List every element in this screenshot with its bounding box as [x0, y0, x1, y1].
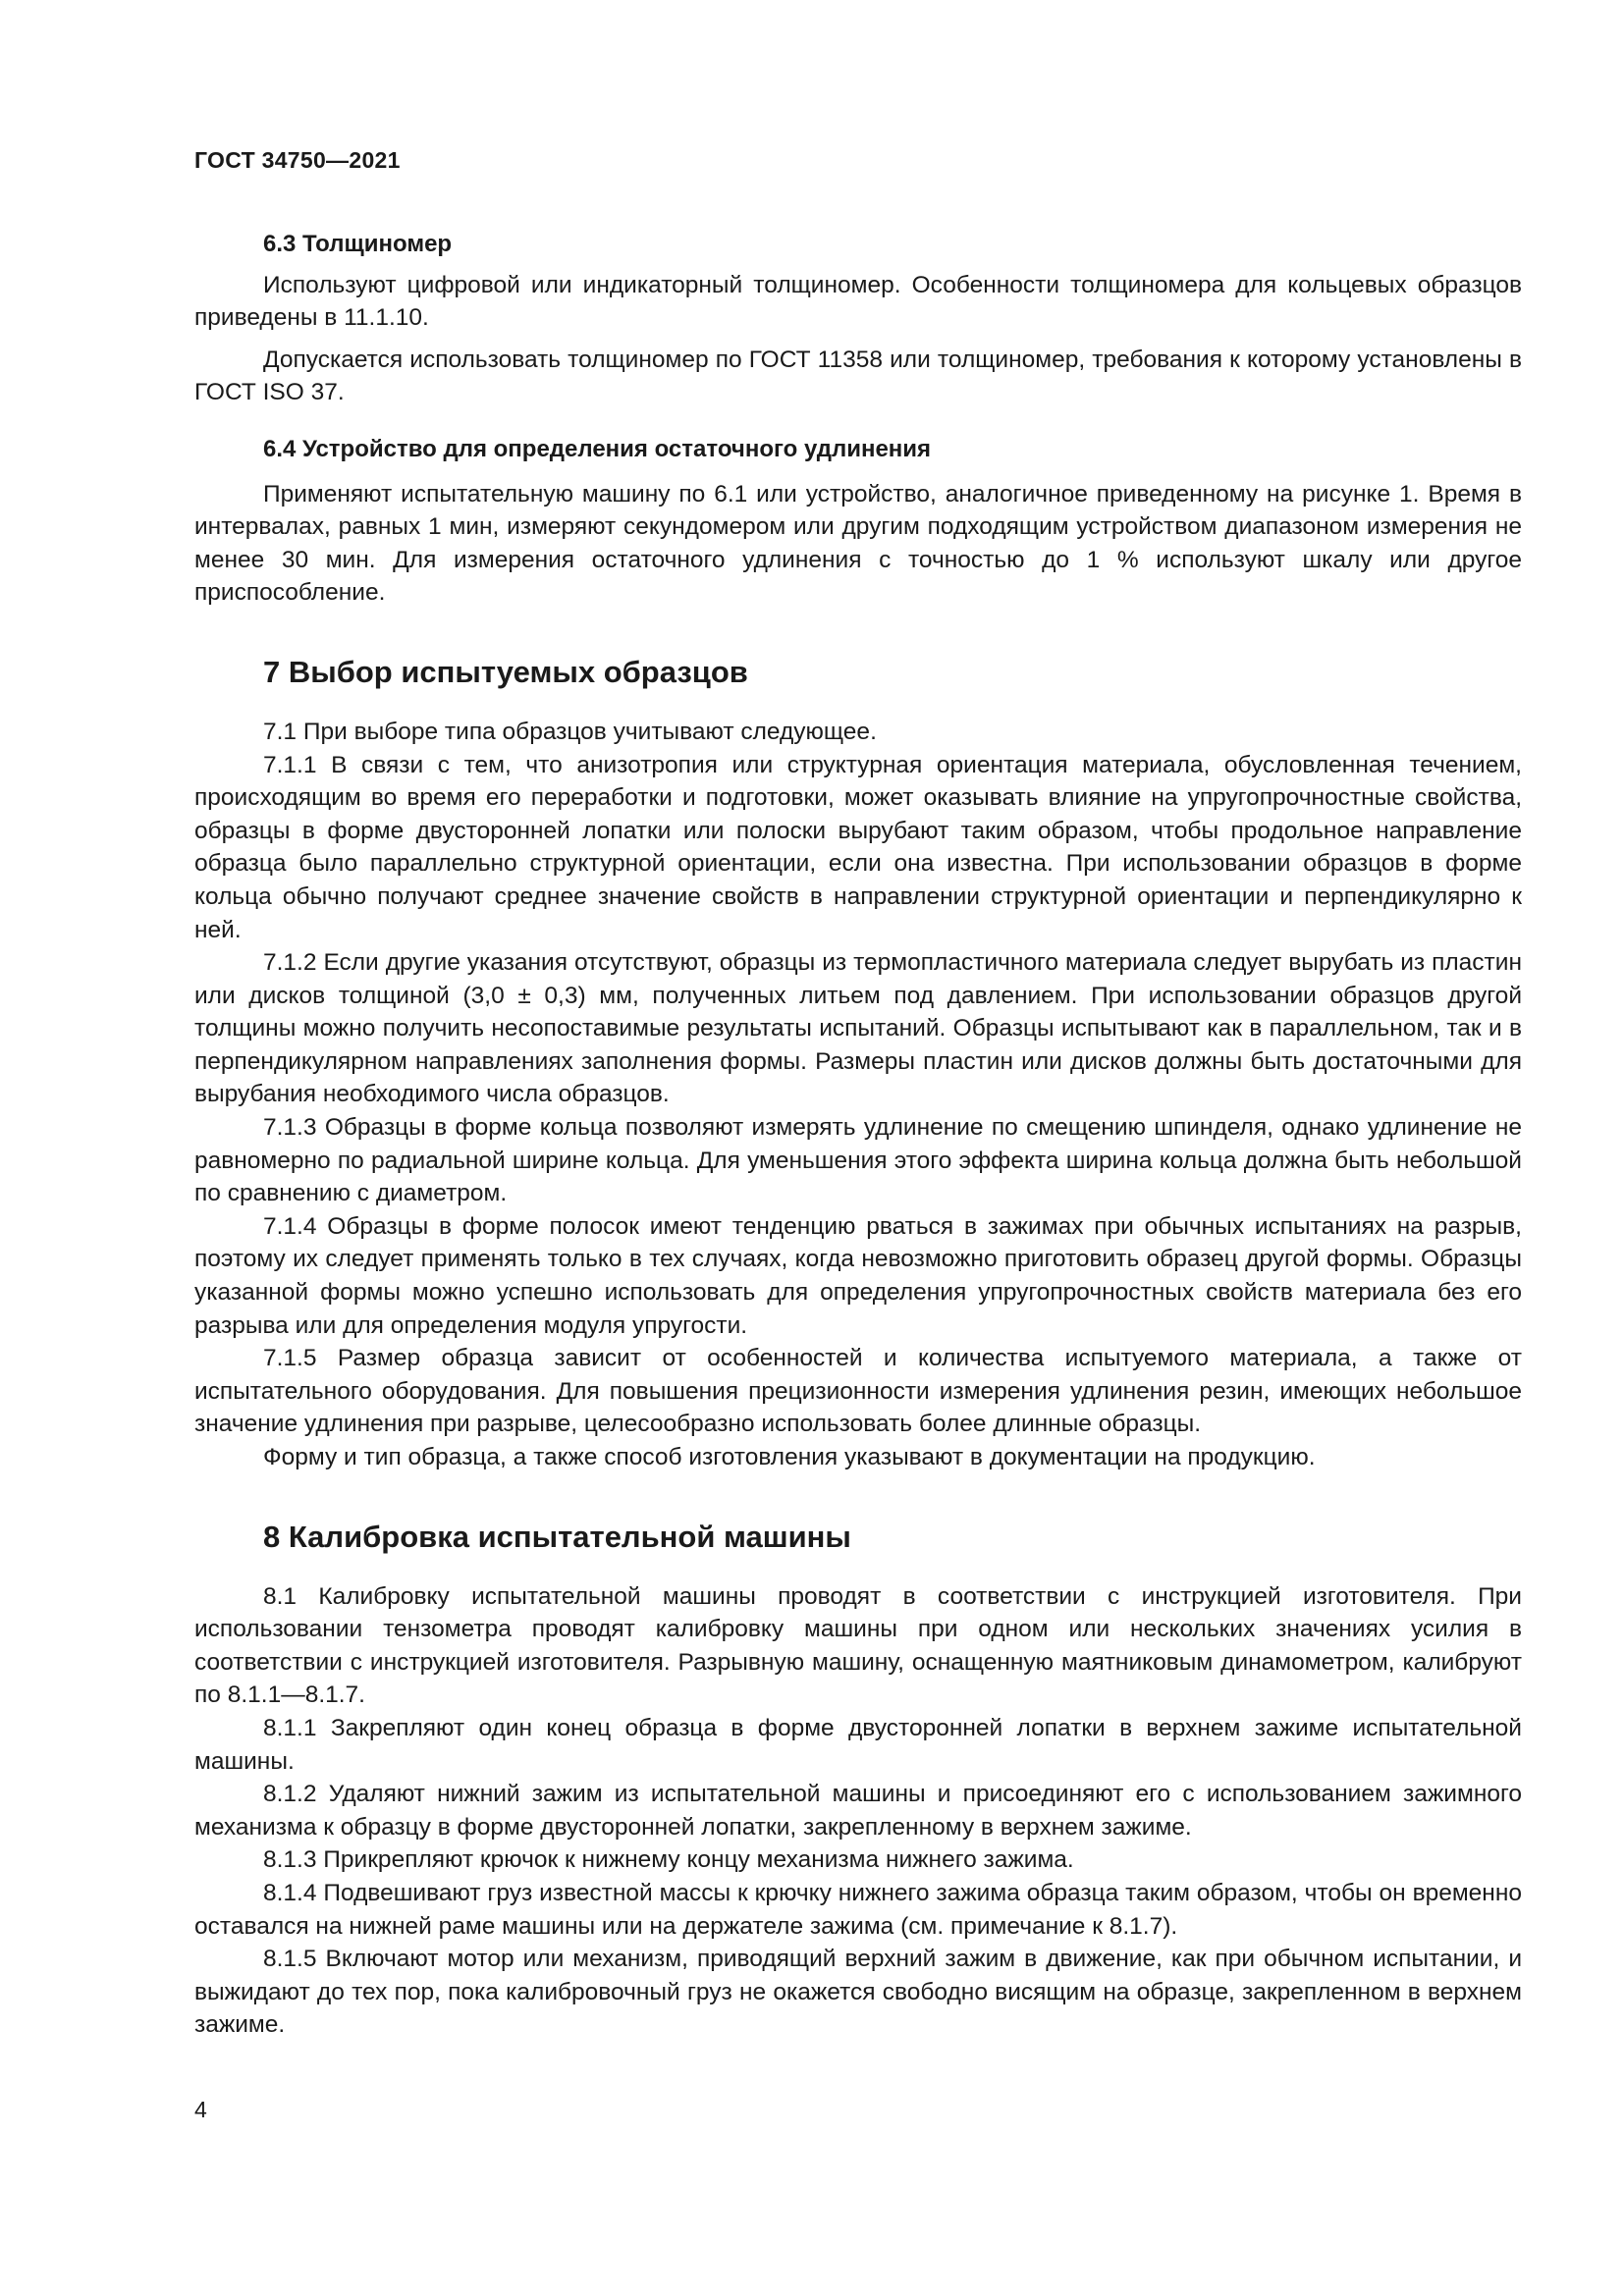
section-6-4-heading: 6.4 Устройство для определения остаточного удлинения: [263, 435, 932, 462]
paragraph: 8.1.5 Включают мотор или механизм, приводящий верхний зажим в движение, как при обычном испытании, и выжидают до тех пор, пока калибровочный груз не окажется свободно висящим на образце, закрепленном в верхнем зажиме.: [194, 1946, 1522, 2039]
document-body: [194, 228, 1522, 2042]
paragraph: Применяют испытательную машину по 6.1 или устройство, аналогичное приведенному на рисунке 1. Время в интервалах, равных 1 мин, измеряют секундомером или другим подходящим устройством диапазоном измерения не менее 30 мин. Для измерения остаточного удлинения с точностью до 1 % используют шкалу или другое приспособление.: [194, 480, 1522, 607]
document-id-header: ГОСТ 34750—2021: [194, 147, 401, 173]
paragraph: 8.1.1 Закрепляют один конец образца в форме двусторонней лопатки в верхнем зажиме испытательной машины.: [194, 1714, 1522, 1775]
section-8-heading: 8 Калибровка испытательной машины: [263, 1519, 851, 1554]
paragraph: 8.1.4 Подвешивают груз известной массы к крючку нижнего зажима образца таким образом, чтобы он временно оставался на нижней раме машины или на держателе зажима (см. примечание к 8.1.7).: [194, 1879, 1522, 1940]
page-number: 4: [194, 2097, 207, 2122]
paragraph: 7.1.1 В связи с тем, что анизотропия или структурная ориентация материала, обусловленная течением, происходящим во время его переработки и подготовки, может оказывать влияние на упругопрочностные свойства, образцы в форме двусторонней лопатки или полоски вырубают таким образом, чтобы продольное направление образца было параллельно структурной ориентации, если она известна. При использовании образцов в форме кольца обычно получают среднее значение свойств в направлении структурной ориентации и перпендикулярно к ней.: [194, 751, 1522, 943]
paragraph: Форму и тип образца, а также способ изготовления указывают в документации на продукцию.: [263, 1444, 1316, 1470]
paragraph: 8.1.2 Удаляют нижний зажим из испытательной машины и присоединяют его с использованием зажимного механизма к образцу в форме двусторонней лопатки, закрепленному в верхнем зажиме.: [194, 1781, 1522, 1841]
paragraph: Допускается использовать толщиномер по ГОСТ 11358 или толщиномер, требования к которому установлены в ГОСТ ISO 37.: [194, 346, 1522, 406]
paragraph: 7.1 При выборе типа образцов учитывают следующее.: [263, 718, 877, 745]
paragraph: 7.1.4 Образцы в форме полосок имеют тенденцию рваться в зажимах при обычных испытаниях на разрыв, поэтому их следует применять только в тех случаях, когда невозможно приготовить образец другой формы. Образцы указанной формы можно успешно использовать для определения упругопрочностных свойств материала без его разрыва или для определения модуля упругости.: [194, 1212, 1522, 1339]
paragraph: Используют цифровой или индикаторный толщиномер. Особенности толщиномера для кольцевых образцов приведены в 11.1.10.: [194, 271, 1522, 332]
paragraph: 7.1.2 Если другие указания отсутствуют, образцы из термопластичного материала следует вырубать из пластин или дисков толщиной (3,0 ± 0,3) мм, полученных литьем под давлением. При использовании образцов другой толщины можно получить несопоставимые результаты испытаний. Образцы испытывают как в параллельном, так и в перпендикулярном направлениях заполнения формы. Размеры пластин или дисков должны быть достаточными для вырубания необходимого числа образцов.: [194, 949, 1522, 1108]
section-7-heading: 7 Выбор испытуемых образцов: [263, 654, 748, 689]
section-6-3-heading: 6.3 Толщиномер: [263, 231, 453, 257]
paragraph: 8.1 Калибровку испытательной машины проводят в соответствии с инструкцией изготовителя. При использовании тензометра проводят калибровку машины при одном или нескольких значениях усилия в соответствии с инструкцией изготовителя. Разрывную машину, оснащенную маятниковым динамометром, калибруют по 8.1.1—8.1.7.: [194, 1582, 1522, 1709]
paragraph: 8.1.3 Прикрепляют крючок к нижнему концу механизма нижнего зажима.: [263, 1846, 1074, 1874]
paragraph: 7.1.3 Образцы в форме кольца позволяют измерять удлинение по смещению шпинделя, однако удлинение не равномерно по радиальной ширине кольца. Для уменьшения этого эффекта ширина кольца должна быть небольшой по сравнению с диаметром.: [194, 1114, 1522, 1207]
paragraph: 7.1.5 Размер образца зависит от особенностей и количества испытуемого материала, а также от испытательного оборудования. Для повышения прецизионности измерения удлинения резин, имеющих небольшое значение удлинения при разрыве, целесообразно использовать более длинные образцы.: [194, 1345, 1522, 1438]
